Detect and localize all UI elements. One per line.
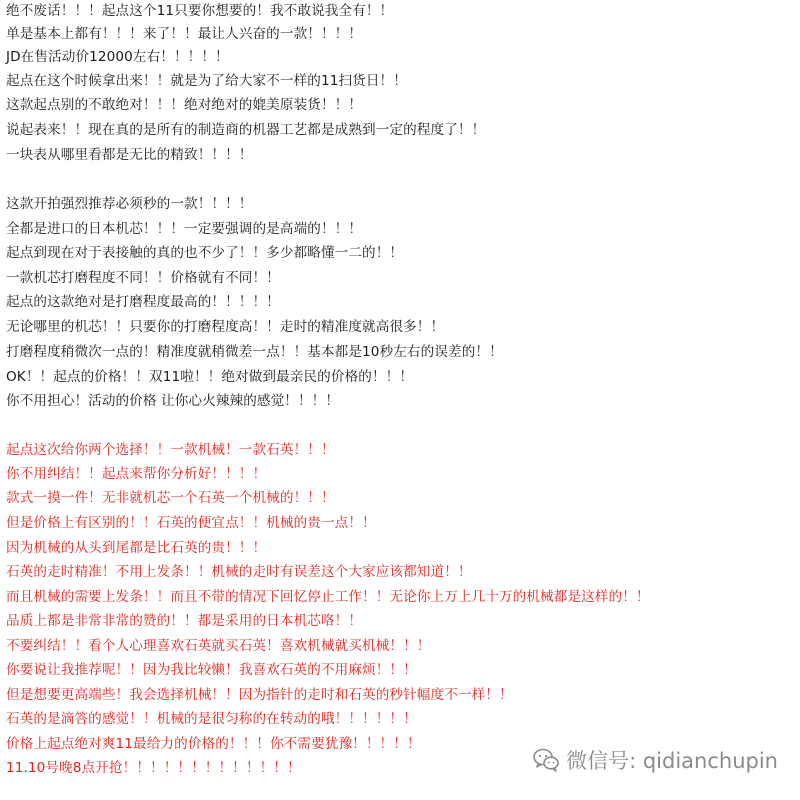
- text-line: 这款起点别的不敢绝对！！！绝对绝对的媲美原装货！！！: [6, 97, 363, 113]
- text-line: 这款开拍强烈推荐必须秒的一款！！！！: [6, 196, 253, 212]
- red-text-line: 价格上起点绝对爽11最给力的价格的！！！你不需要犹豫！！！！！: [6, 736, 421, 752]
- text-line: 无论哪里的机芯！！只要你的打磨程度高！！走时的精准度就高很多！！: [6, 319, 445, 335]
- red-text-line: 不要纠结！！看个人心理喜欢石英就买石英！喜欢机械就买机械！！！: [6, 638, 431, 654]
- text-line: 起点到现在对于表接触的真的也不少了！！多少都略懂一二的！！: [6, 245, 404, 261]
- text-line: 一款机芯打磨程度不同！！价格就有不同！！: [6, 270, 280, 286]
- text-line: 绝不废话！！！起点这个11只要你想要的！我不敢说我全有！！: [6, 3, 394, 19]
- text-line: 起点的这款绝对是打磨程度最高的！！！！！: [6, 294, 280, 310]
- text-line: 全都是进口的日本机芯！！！一定要强调的是高端的！！！: [6, 221, 363, 237]
- text-line: 你不用担心！活动的价格 让你心火辣辣的感觉！！！！: [6, 393, 340, 409]
- text-line: 起点在这个时候拿出来！！就是为了给大家不一样的11扫货日！！: [6, 73, 407, 89]
- text-line: 说起表来！！现在真的是所有的制造商的机器工艺都是成熟到一定的程度了！！: [6, 122, 486, 138]
- red-text-line: 11.10号晚8点开抢！！！！！！！！！！！！！: [6, 760, 301, 776]
- text-line: 一块表从哪里看都是无比的精致！！！！: [6, 147, 253, 163]
- red-text-line: 而且机械的需要上发条！！而且不带的情况下回忆停止工作！！无论你上万上几十万的机械都是这样的！！: [6, 589, 650, 605]
- wechat-icon: [532, 746, 560, 774]
- watermark-text: 微信号: qidianchupin: [566, 749, 778, 773]
- red-text-line: 你不用纠结！！起点来帮你分析好！！！！: [6, 466, 267, 482]
- red-text-line: 你要说让我推荐呢！！因为我比较懒！我喜欢石英的不用麻烦！！！: [6, 662, 417, 678]
- red-text-line: 石英的走时精准！不用上发条！！机械的走时有误差这个大家应该都知道！！: [6, 564, 472, 580]
- red-text-line: 款式一摸一件！无非就机芯一个石英一个机械的！！！: [6, 490, 335, 506]
- red-text-line: 但是价格上有区别的！！石英的便宜点！！机械的贵一点！！: [6, 515, 376, 531]
- red-text-line: 品质上都是非常非常的赞的！！都是采用的日本机芯咯！！: [6, 613, 363, 629]
- red-text-line: 因为机械的从头到尾都是比石英的贵！！！: [6, 540, 267, 556]
- wechat-watermark: [532, 746, 778, 774]
- red-text-line: 但是想要更高端些！我会选择机械！！因为指针的走时和石英的秒针幅度不一样！！: [6, 687, 513, 703]
- text-line: OK！！起点的价格！！双11啦！！绝对做到最亲民的价格的！！！: [6, 369, 414, 385]
- text-line: JD在售活动价12000左右！！！！！: [6, 49, 229, 65]
- text-line: 单是基本上都有！！！来了！！最让人兴奋的一款！！！！: [6, 26, 363, 42]
- red-text-line: 石英的是滴答的感觉！！机械的是很匀称的在转动的哦！！！！！！: [6, 711, 417, 727]
- text-line: 打磨程度稍微次一点的！精准度就稍微差一点！！基本都是10秒左右的误差的！！: [6, 344, 503, 360]
- red-text-line: 起点这次给你两个选择！！一款机械！一款石英！！！: [6, 442, 335, 458]
